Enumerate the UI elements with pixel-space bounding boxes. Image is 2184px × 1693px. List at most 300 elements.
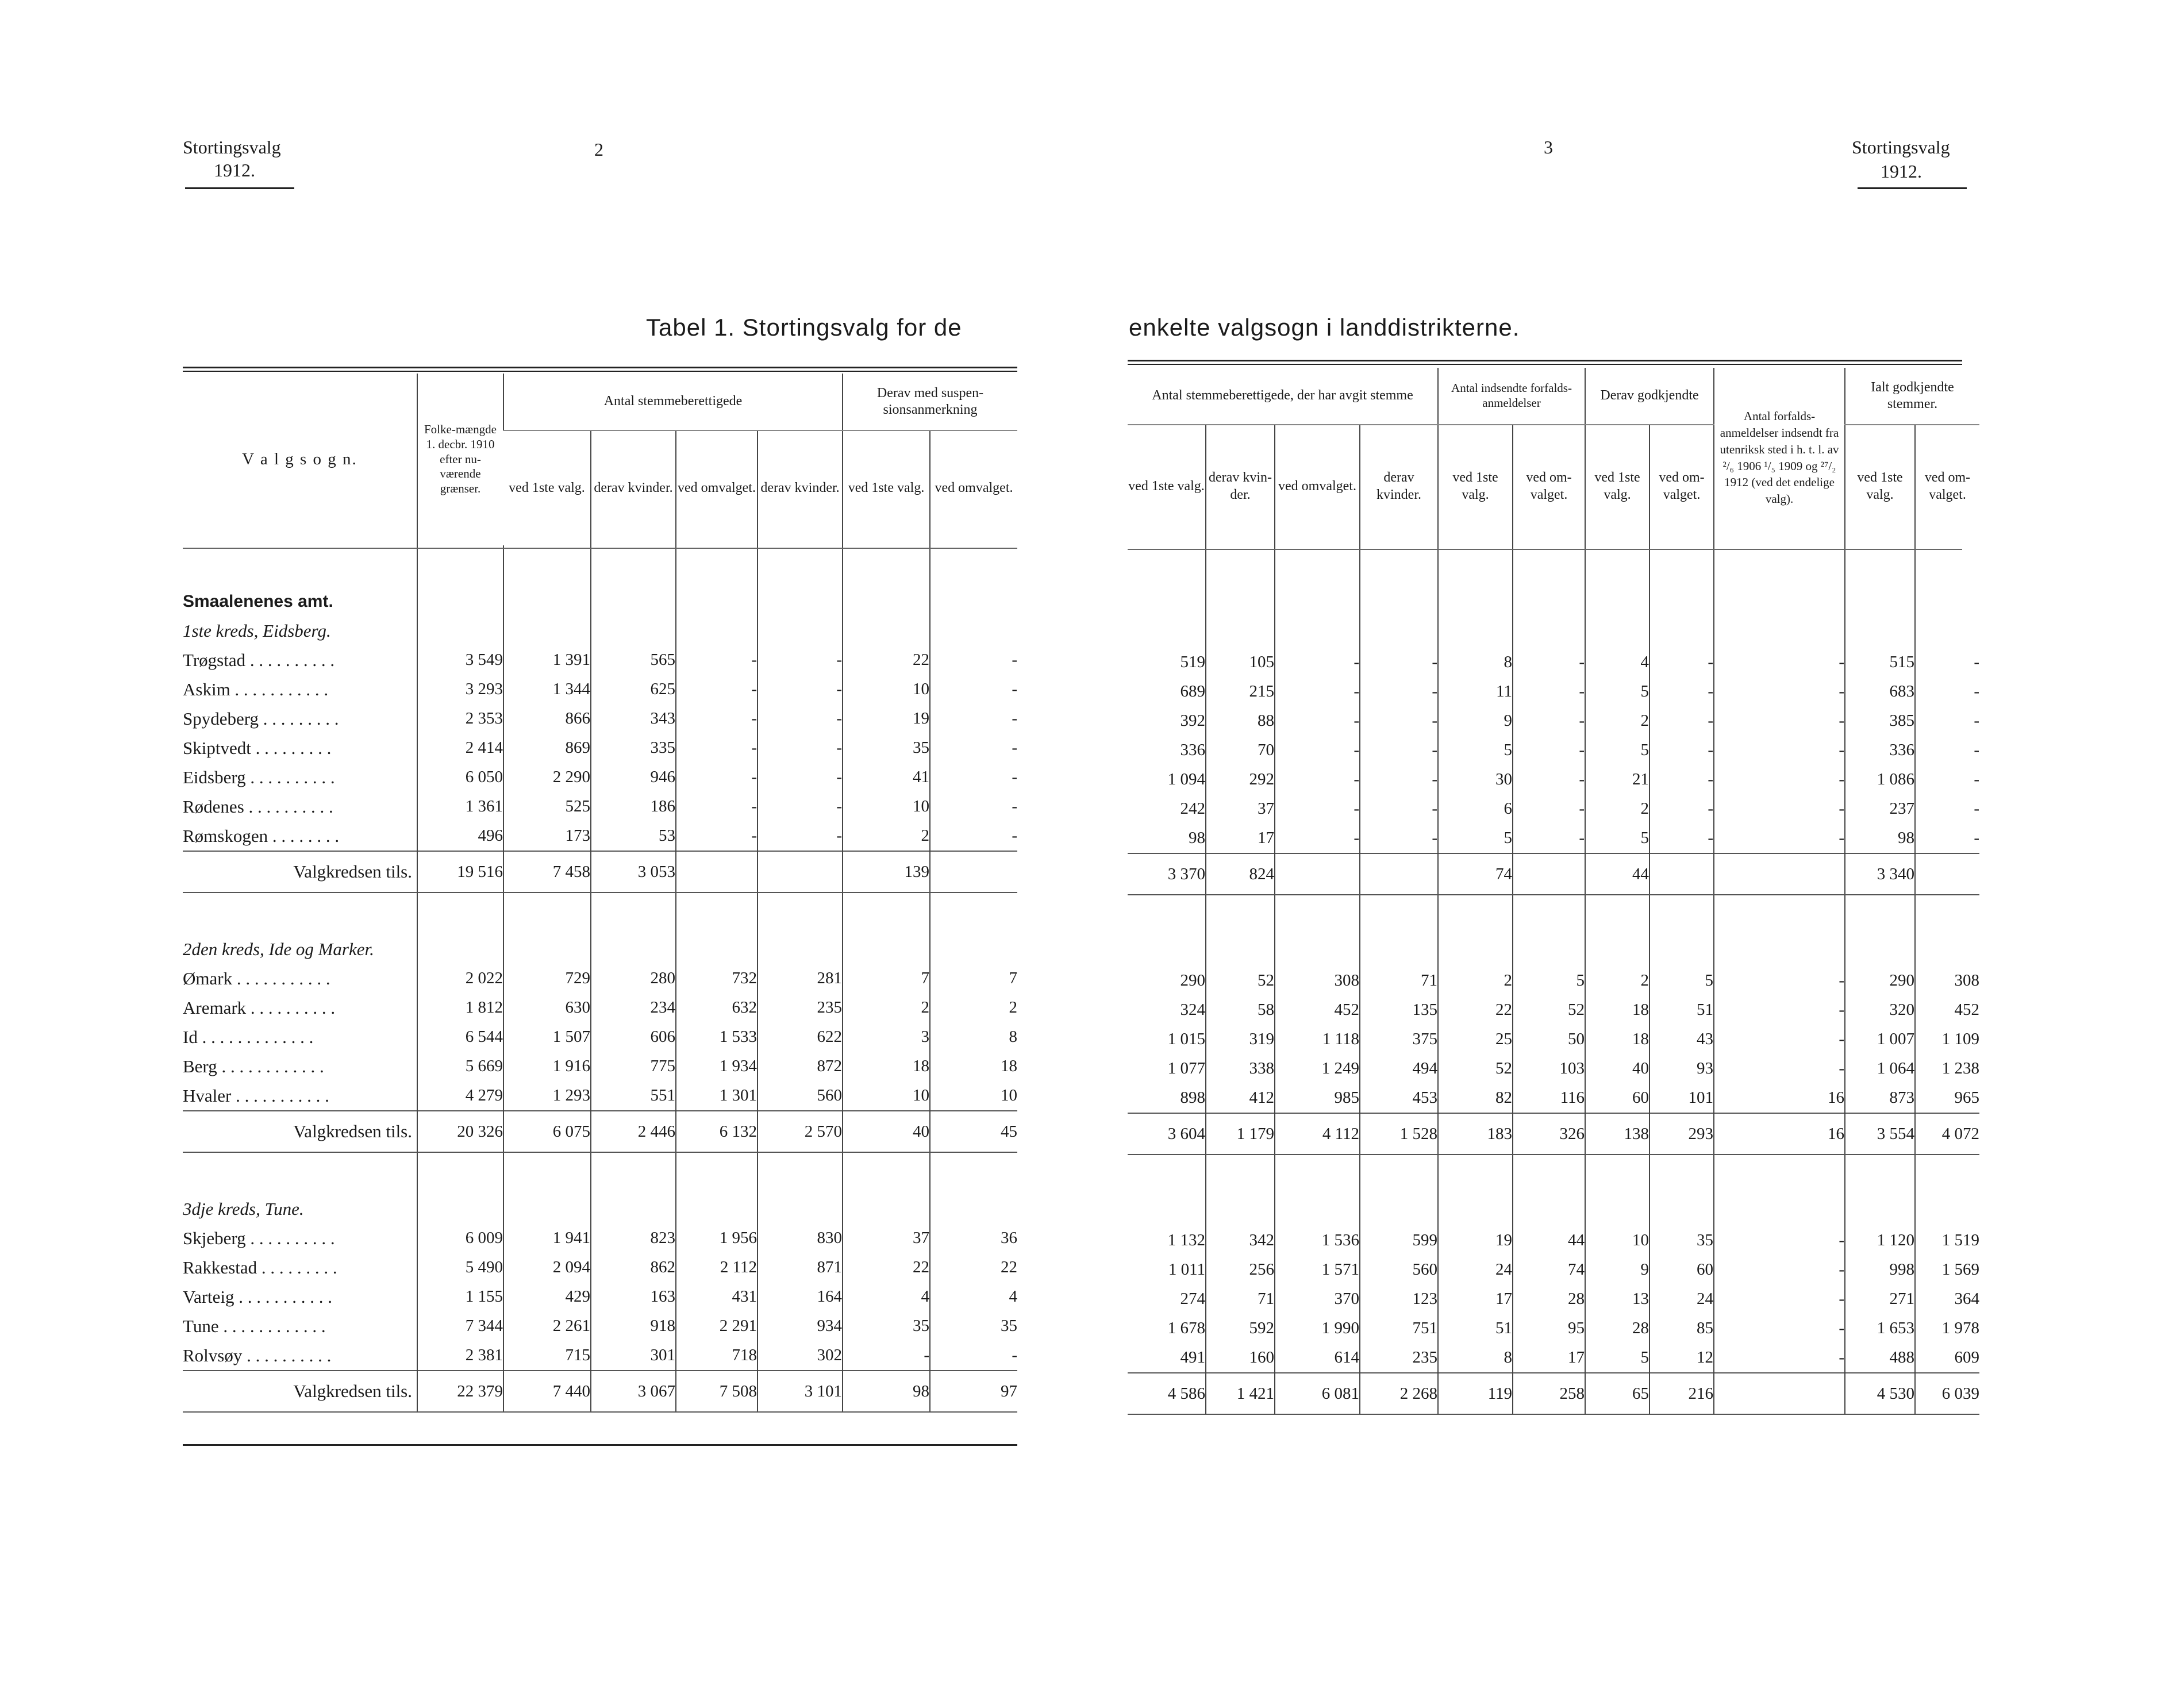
section-title-cell-2 (591, 616, 676, 645)
total-label: Valgkredsen tils. (183, 1111, 417, 1152)
left-page-number: 2 (594, 139, 603, 160)
left-section-title-row (183, 616, 1017, 645)
right-section-title-spacer-0-cell-3 (1360, 618, 1438, 648)
row-value: 3 (843, 1022, 930, 1052)
row-value: 338 (1206, 1054, 1275, 1083)
row-value: 53 (591, 821, 676, 851)
right-section-title-spacer-0-cell-8 (1714, 618, 1845, 648)
row-value: 342 (1206, 1226, 1275, 1255)
row-name: Varteig . . . . . . . . . . . (183, 1286, 333, 1307)
row-value: 41 (843, 763, 930, 792)
right-amt-spacer-cell-4 (1438, 589, 1513, 618)
row-value: - (1649, 706, 1714, 736)
row-value: 1 391 (503, 645, 591, 675)
right-spacer-1-cell-9 (1845, 895, 1915, 937)
table-row (183, 675, 1017, 704)
row-value: 2 (1438, 966, 1513, 995)
row-value: 3 293 (417, 675, 503, 704)
row-value: 5 (1649, 966, 1714, 995)
right-spacer-2-cell-7 (1649, 1155, 1714, 1196)
right-spacer-top-cell-1 (1206, 548, 1275, 589)
row-value: - (1714, 794, 1845, 824)
row-value: 17 (1513, 1343, 1585, 1373)
right-subheader-9: ved om-valget. (1915, 425, 1979, 548)
table-row (1128, 1343, 1979, 1373)
row-value: 19 (1438, 1226, 1513, 1255)
right-spacer-1-cell-6 (1585, 895, 1649, 937)
row-value: - (758, 763, 843, 792)
row-value: 985 (1275, 1083, 1360, 1113)
left-subheader-4: ved 1ste valg. (843, 430, 930, 545)
right-spacer-top (1128, 548, 1979, 589)
right-amt-spacer-cell-8 (1714, 589, 1845, 618)
row-value: 1 293 (503, 1081, 591, 1111)
table-row (183, 821, 1017, 851)
row-value: 43 (1649, 1025, 1714, 1054)
left-subheader-5: ved omvalget. (930, 430, 1017, 545)
right-spacer-top-cell-7 (1649, 548, 1714, 589)
table-row (183, 704, 1017, 733)
row-value: 93 (1649, 1054, 1714, 1083)
row-value: - (930, 704, 1017, 733)
row-value: 1 978 (1915, 1314, 1979, 1343)
row-value: - (1275, 794, 1360, 824)
row-value: - (758, 733, 843, 763)
row-value: 11 (1438, 677, 1513, 706)
row-value: - (1360, 736, 1438, 765)
row-value: 2 290 (503, 763, 591, 792)
left-spacer-2 (183, 1152, 1017, 1194)
row-value: 74 (1513, 1255, 1585, 1284)
row-value: 431 (676, 1282, 758, 1311)
row-value: 2 (843, 821, 930, 851)
section-title-cell-1 (503, 1194, 591, 1223)
row-value: 35 (843, 733, 930, 763)
row-value: 1 519 (1915, 1226, 1979, 1255)
right-amt-spacer-cell-7 (1649, 589, 1714, 618)
col-folkemaengde: Folke-mængde 1. decbr. 1910 efter nu-værende grænser. (417, 374, 503, 545)
left-bottom-rule (183, 1444, 1017, 1446)
table-row (183, 733, 1017, 763)
table-row (183, 792, 1017, 821)
row-value: 21 (1585, 765, 1649, 794)
row-value: 290 (1180, 971, 1205, 990)
group-indsendte: Antal indsendte forfalds-anmeldelser (1438, 368, 1585, 425)
row-value: 17 (1206, 824, 1275, 853)
total-value: 20 326 (417, 1111, 503, 1152)
total-value: 74 (1438, 853, 1513, 895)
row-value: 1 533 (676, 1022, 758, 1052)
section-title: 2den kreds, Ide og Marker. (183, 938, 374, 959)
amt-cell-2 (591, 587, 676, 616)
row-value: 70 (1206, 736, 1275, 765)
row-value: 256 (1206, 1255, 1275, 1284)
row-value: - (1915, 824, 1979, 853)
row-name: Ømark . . . . . . . . . . . (183, 968, 330, 988)
section-title-cell-4 (758, 1194, 843, 1223)
row-value: 592 (1206, 1314, 1275, 1343)
right-spacer-2-cell-5 (1513, 1155, 1585, 1196)
left-total-row (183, 851, 1017, 892)
row-value: 515 (1845, 648, 1915, 677)
row-value: 2 (1585, 706, 1649, 736)
row-value: 898 (1180, 1088, 1205, 1107)
right-amt-spacer-cell-0 (1128, 589, 1206, 618)
row-value: 2 022 (417, 964, 503, 993)
right-top-rule (1128, 360, 1962, 361)
right-section-title-spacer-0 (1128, 618, 1979, 648)
row-value: 24 (1649, 1284, 1714, 1314)
right-spacer-top-cell-9 (1845, 548, 1915, 589)
row-value: 271 (1845, 1284, 1915, 1314)
row-value: 24 (1438, 1255, 1513, 1284)
row-value: - (1513, 736, 1585, 765)
row-value: 98 (1189, 829, 1205, 847)
row-value: 934 (758, 1311, 843, 1341)
table-row (1128, 1083, 1979, 1113)
right-subheader-1: derav kvin-der. (1206, 425, 1275, 548)
row-value: 1 571 (1275, 1255, 1360, 1284)
row-value: - (1513, 706, 1585, 736)
row-value: 866 (503, 704, 591, 733)
row-value: 4 279 (417, 1081, 503, 1111)
section-title-cell-2 (591, 934, 676, 964)
row-value: 16 (1714, 1083, 1845, 1113)
row-value: 95 (1513, 1314, 1585, 1343)
row-value: 13 (1585, 1284, 1649, 1314)
row-value: - (676, 645, 758, 675)
row-value: 823 (591, 1223, 676, 1253)
row-value: 44 (1513, 1226, 1585, 1255)
row-value: 35 (930, 1311, 1017, 1341)
row-value: 5 (1438, 736, 1513, 765)
left-spacer-top-cell-4 (676, 545, 758, 587)
row-name: Rolvsøy . . . . . . . . . . (183, 1345, 332, 1365)
right-section-title-spacer-2-cell-1 (1206, 1196, 1275, 1226)
left-header-bottom-rule (183, 548, 1017, 549)
row-value: 1 569 (1915, 1255, 1979, 1284)
row-value: 5 (1585, 824, 1649, 853)
right-section-title-spacer-2-cell-8 (1714, 1196, 1845, 1226)
total-value: 4 530 (1845, 1373, 1915, 1414)
row-value: 308 (1275, 966, 1360, 995)
left-table (183, 374, 1017, 1413)
total-value: 3 053 (591, 851, 676, 892)
table-row (1128, 706, 1979, 736)
row-value: 35 (1649, 1226, 1714, 1255)
row-value: 3 549 (417, 645, 503, 675)
left-spacer-1-cell-1 (417, 892, 503, 934)
row-value: 343 (591, 704, 676, 733)
row-value: 715 (503, 1341, 591, 1371)
row-value: 1 956 (676, 1223, 758, 1253)
row-value: - (758, 645, 843, 675)
left-spacer-top-cell-5 (758, 545, 843, 587)
left-spacer-top (183, 545, 1017, 587)
row-value: 872 (758, 1052, 843, 1081)
right-subheader-8: ved 1ste valg. (1845, 425, 1915, 548)
row-value: - (1360, 677, 1438, 706)
row-value: 335 (591, 733, 676, 763)
row-value: 519 (1180, 653, 1205, 671)
section-title: 1ste kreds, Eidsberg. (183, 620, 331, 641)
row-value: - (1649, 794, 1714, 824)
left-spacer-top-cell-6 (843, 545, 930, 587)
right-spacer-top-cell-6 (1585, 548, 1649, 589)
table-row (183, 993, 1017, 1022)
amt-cell-6 (930, 587, 1017, 616)
right-spacer-top-cell-0 (1128, 548, 1206, 589)
total-value: 1 528 (1360, 1113, 1438, 1155)
right-top-rule-thin (1128, 364, 1962, 365)
row-value: 2 (1585, 966, 1649, 995)
row-value: - (1513, 824, 1585, 853)
row-value: 1 015 (1167, 1030, 1205, 1048)
row-name: Rakkestad . . . . . . . . . (183, 1257, 337, 1278)
right-section-title-spacer-1-cell-7 (1649, 937, 1714, 966)
row-value: 10 (843, 675, 930, 704)
total-value (676, 851, 758, 892)
table-row (1128, 736, 1979, 765)
left-amt-row (183, 587, 1017, 616)
total-value: 7 440 (503, 1371, 591, 1412)
row-value: 319 (1206, 1025, 1275, 1054)
row-value: 22 (843, 645, 930, 675)
row-value: 1 941 (503, 1223, 591, 1253)
right-spacer-2-cell-1 (1206, 1155, 1275, 1196)
right-spacer-2-cell-0 (1128, 1155, 1206, 1196)
row-value: 18 (930, 1052, 1017, 1081)
row-value: 135 (1360, 995, 1438, 1025)
row-value: 965 (1915, 1083, 1979, 1113)
table-row (1128, 648, 1979, 677)
total-value: 1 179 (1206, 1113, 1275, 1155)
row-value: 364 (1915, 1284, 1979, 1314)
row-value: 25 (1438, 1025, 1513, 1054)
section-title-cell-6 (930, 616, 1017, 645)
total-value: 824 (1206, 853, 1275, 895)
right-section-title-spacer-1-cell-8 (1714, 937, 1845, 966)
row-value: 565 (591, 645, 676, 675)
left-spacer-1-cell-7 (930, 892, 1017, 934)
right-section-title-spacer-1-cell-9 (1845, 937, 1915, 966)
row-value: 234 (591, 993, 676, 1022)
row-value: 18 (1585, 1025, 1649, 1054)
left-spacer-2-cell-0 (183, 1152, 417, 1194)
row-value: 308 (1915, 966, 1979, 995)
section-title-cell-4 (758, 934, 843, 964)
left-subheader-1: derav kvinder. (591, 430, 676, 545)
row-value: 370 (1275, 1284, 1360, 1314)
row-value: - (930, 733, 1017, 763)
row-value: 2 094 (503, 1253, 591, 1282)
right-subheader-2: ved omvalget. (1275, 425, 1360, 548)
row-value: 6 050 (417, 763, 503, 792)
amt-cell-4 (758, 587, 843, 616)
right-section-title-spacer-1-cell-0 (1128, 937, 1206, 966)
row-value: 98 (1845, 824, 1915, 853)
col-utenriks: Antal forfalds-anmeldelser indsendt fra utenriksk sted i h. t. l. av ²/₆ 1906 ¹/₅ 1909 og ²⁷/₂ 1912 (ved det endelige valg). (1714, 368, 1845, 548)
right-section-title-spacer-0-cell-7 (1649, 618, 1714, 648)
row-value: 164 (758, 1282, 843, 1311)
right-spacer-2-cell-6 (1585, 1155, 1649, 1196)
table-row (1128, 1054, 1979, 1083)
row-value: 375 (1360, 1025, 1438, 1054)
row-value: 7 (930, 964, 1017, 993)
right-subheader-7: ved om-valget. (1649, 425, 1714, 548)
total-value: 45 (930, 1111, 1017, 1152)
total-value: 2 268 (1360, 1373, 1438, 1414)
row-value: - (1275, 648, 1360, 677)
row-value: - (930, 1341, 1017, 1371)
total-value: 2 570 (758, 1111, 843, 1152)
right-spacer-1-cell-7 (1649, 895, 1714, 937)
section-title-cell-6 (930, 934, 1017, 964)
row-value: 918 (591, 1311, 676, 1341)
row-value: 237 (1845, 794, 1915, 824)
section-title-cell-6 (930, 1194, 1017, 1223)
row-value: 4 (930, 1282, 1017, 1311)
right-header-bottom-rule (1128, 549, 1962, 550)
row-value: 1 361 (417, 792, 503, 821)
row-value: 683 (1845, 677, 1915, 706)
row-value: 2 414 (417, 733, 503, 763)
total-value: 6 075 (503, 1111, 591, 1152)
row-value: 71 (1206, 1284, 1275, 1314)
right-spacer-2-cell-9 (1845, 1155, 1915, 1196)
left-spacer-1 (183, 892, 1017, 934)
total-value: 22 379 (417, 1371, 503, 1412)
right-spacer-top-cell-2 (1275, 548, 1360, 589)
row-value: 1 238 (1915, 1054, 1979, 1083)
row-value: 10 (1585, 1226, 1649, 1255)
row-value: - (1275, 677, 1360, 706)
total-value: 3 067 (591, 1371, 676, 1412)
row-value: - (1275, 706, 1360, 736)
amt-cell-5 (843, 587, 930, 616)
total-value: 4 112 (1275, 1113, 1360, 1155)
row-value: 10 (843, 792, 930, 821)
table-row (183, 1311, 1017, 1341)
row-value: 5 (1585, 736, 1649, 765)
row-value: 186 (591, 792, 676, 821)
total-label: Valgkredsen tils. (183, 851, 417, 892)
row-value: - (1714, 648, 1845, 677)
amt-cell-0 (417, 587, 503, 616)
row-value: 869 (503, 733, 591, 763)
left-title: Tabel 1. Stortingsvalg for de (646, 314, 962, 341)
row-value: 235 (758, 993, 843, 1022)
right-spacer-top-cell-10 (1915, 548, 1979, 589)
row-value: - (1714, 736, 1845, 765)
section-title-cell-3 (676, 616, 758, 645)
row-value: 123 (1360, 1284, 1438, 1314)
row-value: 28 (1513, 1284, 1585, 1314)
row-value: 105 (1206, 648, 1275, 677)
row-value: 4 (1585, 648, 1649, 677)
row-value: 60 (1585, 1083, 1649, 1113)
row-value: 689 (1180, 682, 1205, 701)
row-value: - (1714, 824, 1845, 853)
right-spacer-1-cell-4 (1438, 895, 1513, 937)
row-value: 453 (1360, 1083, 1438, 1113)
left-spacer-top-cell-1 (417, 545, 503, 587)
right-section-title-spacer-2-cell-0 (1128, 1196, 1206, 1226)
left-spacer-1-cell-0 (183, 892, 417, 934)
row-value: 215 (1206, 677, 1275, 706)
total-value: 216 (1649, 1373, 1714, 1414)
row-value: - (1513, 677, 1585, 706)
row-value: 732 (676, 964, 758, 993)
left-spacer-1-cell-2 (503, 892, 591, 934)
section-title-cell-5 (843, 934, 930, 964)
row-value: - (1360, 794, 1438, 824)
row-value: - (1915, 648, 1979, 677)
row-name: Rømskogen . . . . . . . . (183, 825, 340, 846)
row-value: 1 077 (1167, 1059, 1205, 1078)
row-value: 1 653 (1845, 1314, 1915, 1343)
total-value: 139 (843, 851, 930, 892)
row-value: 274 (1180, 1290, 1205, 1308)
right-spacer-top-cell-4 (1438, 548, 1513, 589)
right-amt-spacer-cell-6 (1585, 589, 1649, 618)
row-name: Aremark . . . . . . . . . . (183, 997, 336, 1018)
row-value: - (1649, 677, 1714, 706)
row-value: 235 (1360, 1343, 1438, 1373)
row-value: - (1714, 1226, 1845, 1255)
total-value: 258 (1513, 1373, 1585, 1414)
row-value: - (1513, 765, 1585, 794)
row-value: 6 544 (417, 1022, 503, 1052)
row-value: 1 132 (1167, 1231, 1205, 1249)
total-value: 7 458 (503, 851, 591, 892)
total-value: 6 081 (1275, 1373, 1360, 1414)
right-spacer-1-cell-8 (1714, 895, 1845, 937)
row-value: 336 (1180, 741, 1205, 759)
right-section-title-spacer-0-cell-4 (1438, 618, 1513, 648)
row-value: 2 381 (417, 1341, 503, 1371)
right-section-title-spacer-2-cell-2 (1275, 1196, 1360, 1226)
table-row (183, 1282, 1017, 1311)
row-value: 52 (1438, 1054, 1513, 1083)
row-value: 40 (1585, 1054, 1649, 1083)
right-page-number: 3 (1544, 137, 1553, 157)
row-value: - (1915, 706, 1979, 736)
total-value: 326 (1513, 1113, 1585, 1155)
row-value: - (930, 675, 1017, 704)
row-value: 324 (1180, 1001, 1205, 1019)
total-value: 3 101 (758, 1371, 843, 1412)
row-value: - (930, 645, 1017, 675)
right-amt-spacer-cell-5 (1513, 589, 1585, 618)
row-value: 6 009 (417, 1223, 503, 1253)
row-name: Tune . . . . . . . . . . . . (183, 1315, 326, 1336)
row-value: 496 (417, 821, 503, 851)
row-value: - (1714, 677, 1845, 706)
row-value: 28 (1585, 1314, 1649, 1343)
row-name: Berg . . . . . . . . . . . . (183, 1056, 324, 1076)
right-spacer-1-cell-3 (1360, 895, 1438, 937)
left-spacer-1-cell-5 (758, 892, 843, 934)
group-godkjendte: Derav godkjendte (1585, 368, 1714, 425)
row-name: Rødenes . . . . . . . . . . (183, 796, 333, 817)
total-value: 19 516 (417, 851, 503, 892)
right-spacer-2-cell-2 (1275, 1155, 1360, 1196)
row-value: 85 (1649, 1314, 1714, 1343)
row-value: - (1714, 1025, 1845, 1054)
table-row (1128, 1025, 1979, 1054)
total-value: 2 446 (591, 1111, 676, 1152)
